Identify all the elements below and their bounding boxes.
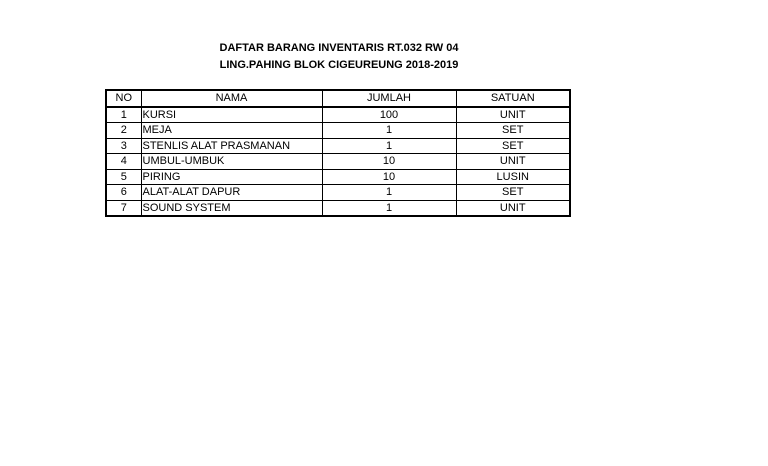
cell-qty: 10: [322, 169, 456, 185]
cell-no: 5: [106, 169, 141, 185]
header-qty: JUMLAH: [322, 90, 456, 107]
header-name: NAMA: [141, 90, 322, 107]
table-row: [106, 123, 570, 139]
cell-no: 4: [106, 154, 141, 170]
table-row: [106, 185, 570, 201]
cell-unit: LUSIN: [456, 169, 570, 185]
cell-no: 7: [106, 200, 141, 216]
cell-name: KURSI: [141, 107, 322, 123]
cell-name: SOUND SYSTEM: [141, 200, 322, 216]
cell-no: 6: [106, 185, 141, 201]
table-row: [106, 107, 570, 123]
cell-qty: 1: [322, 185, 456, 201]
cell-qty: 1: [322, 123, 456, 139]
cell-qty: 100: [322, 107, 456, 123]
cell-qty: 1: [322, 200, 456, 216]
cell-qty: 10: [322, 154, 456, 170]
header-unit: SATUAN: [456, 90, 570, 107]
cell-name: PIRING: [141, 169, 322, 185]
cell-name: STENLIS ALAT PRASMANAN: [141, 138, 322, 154]
cell-name: MEJA: [141, 123, 322, 139]
cell-unit: SET: [456, 123, 570, 139]
cell-name: UMBUL-UMBUK: [141, 154, 322, 170]
cell-unit: UNIT: [456, 200, 570, 216]
table-row: [106, 154, 570, 170]
cell-unit: SET: [456, 138, 570, 154]
cell-no: 2: [106, 123, 141, 139]
table-header-row: [106, 90, 570, 107]
table-row: [106, 138, 570, 154]
cell-name: ALAT-ALAT DAPUR: [141, 185, 322, 201]
cell-unit: UNIT: [456, 154, 570, 170]
table-row: [106, 200, 570, 216]
cell-unit: SET: [456, 185, 570, 201]
inventory-table: [105, 89, 571, 217]
cell-qty: 1: [322, 138, 456, 154]
cell-no: 1: [106, 107, 141, 123]
cell-unit: UNIT: [456, 107, 570, 123]
document-title: DAFTAR BARANG INVENTARIS RT.032 RW 04: [219, 42, 459, 54]
document-subtitle: LING.PAHING BLOK CIGEUREUNG 2018-2019: [219, 59, 459, 71]
header-no: NO: [106, 90, 141, 107]
table-row: [106, 169, 570, 185]
cell-no: 3: [106, 138, 141, 154]
